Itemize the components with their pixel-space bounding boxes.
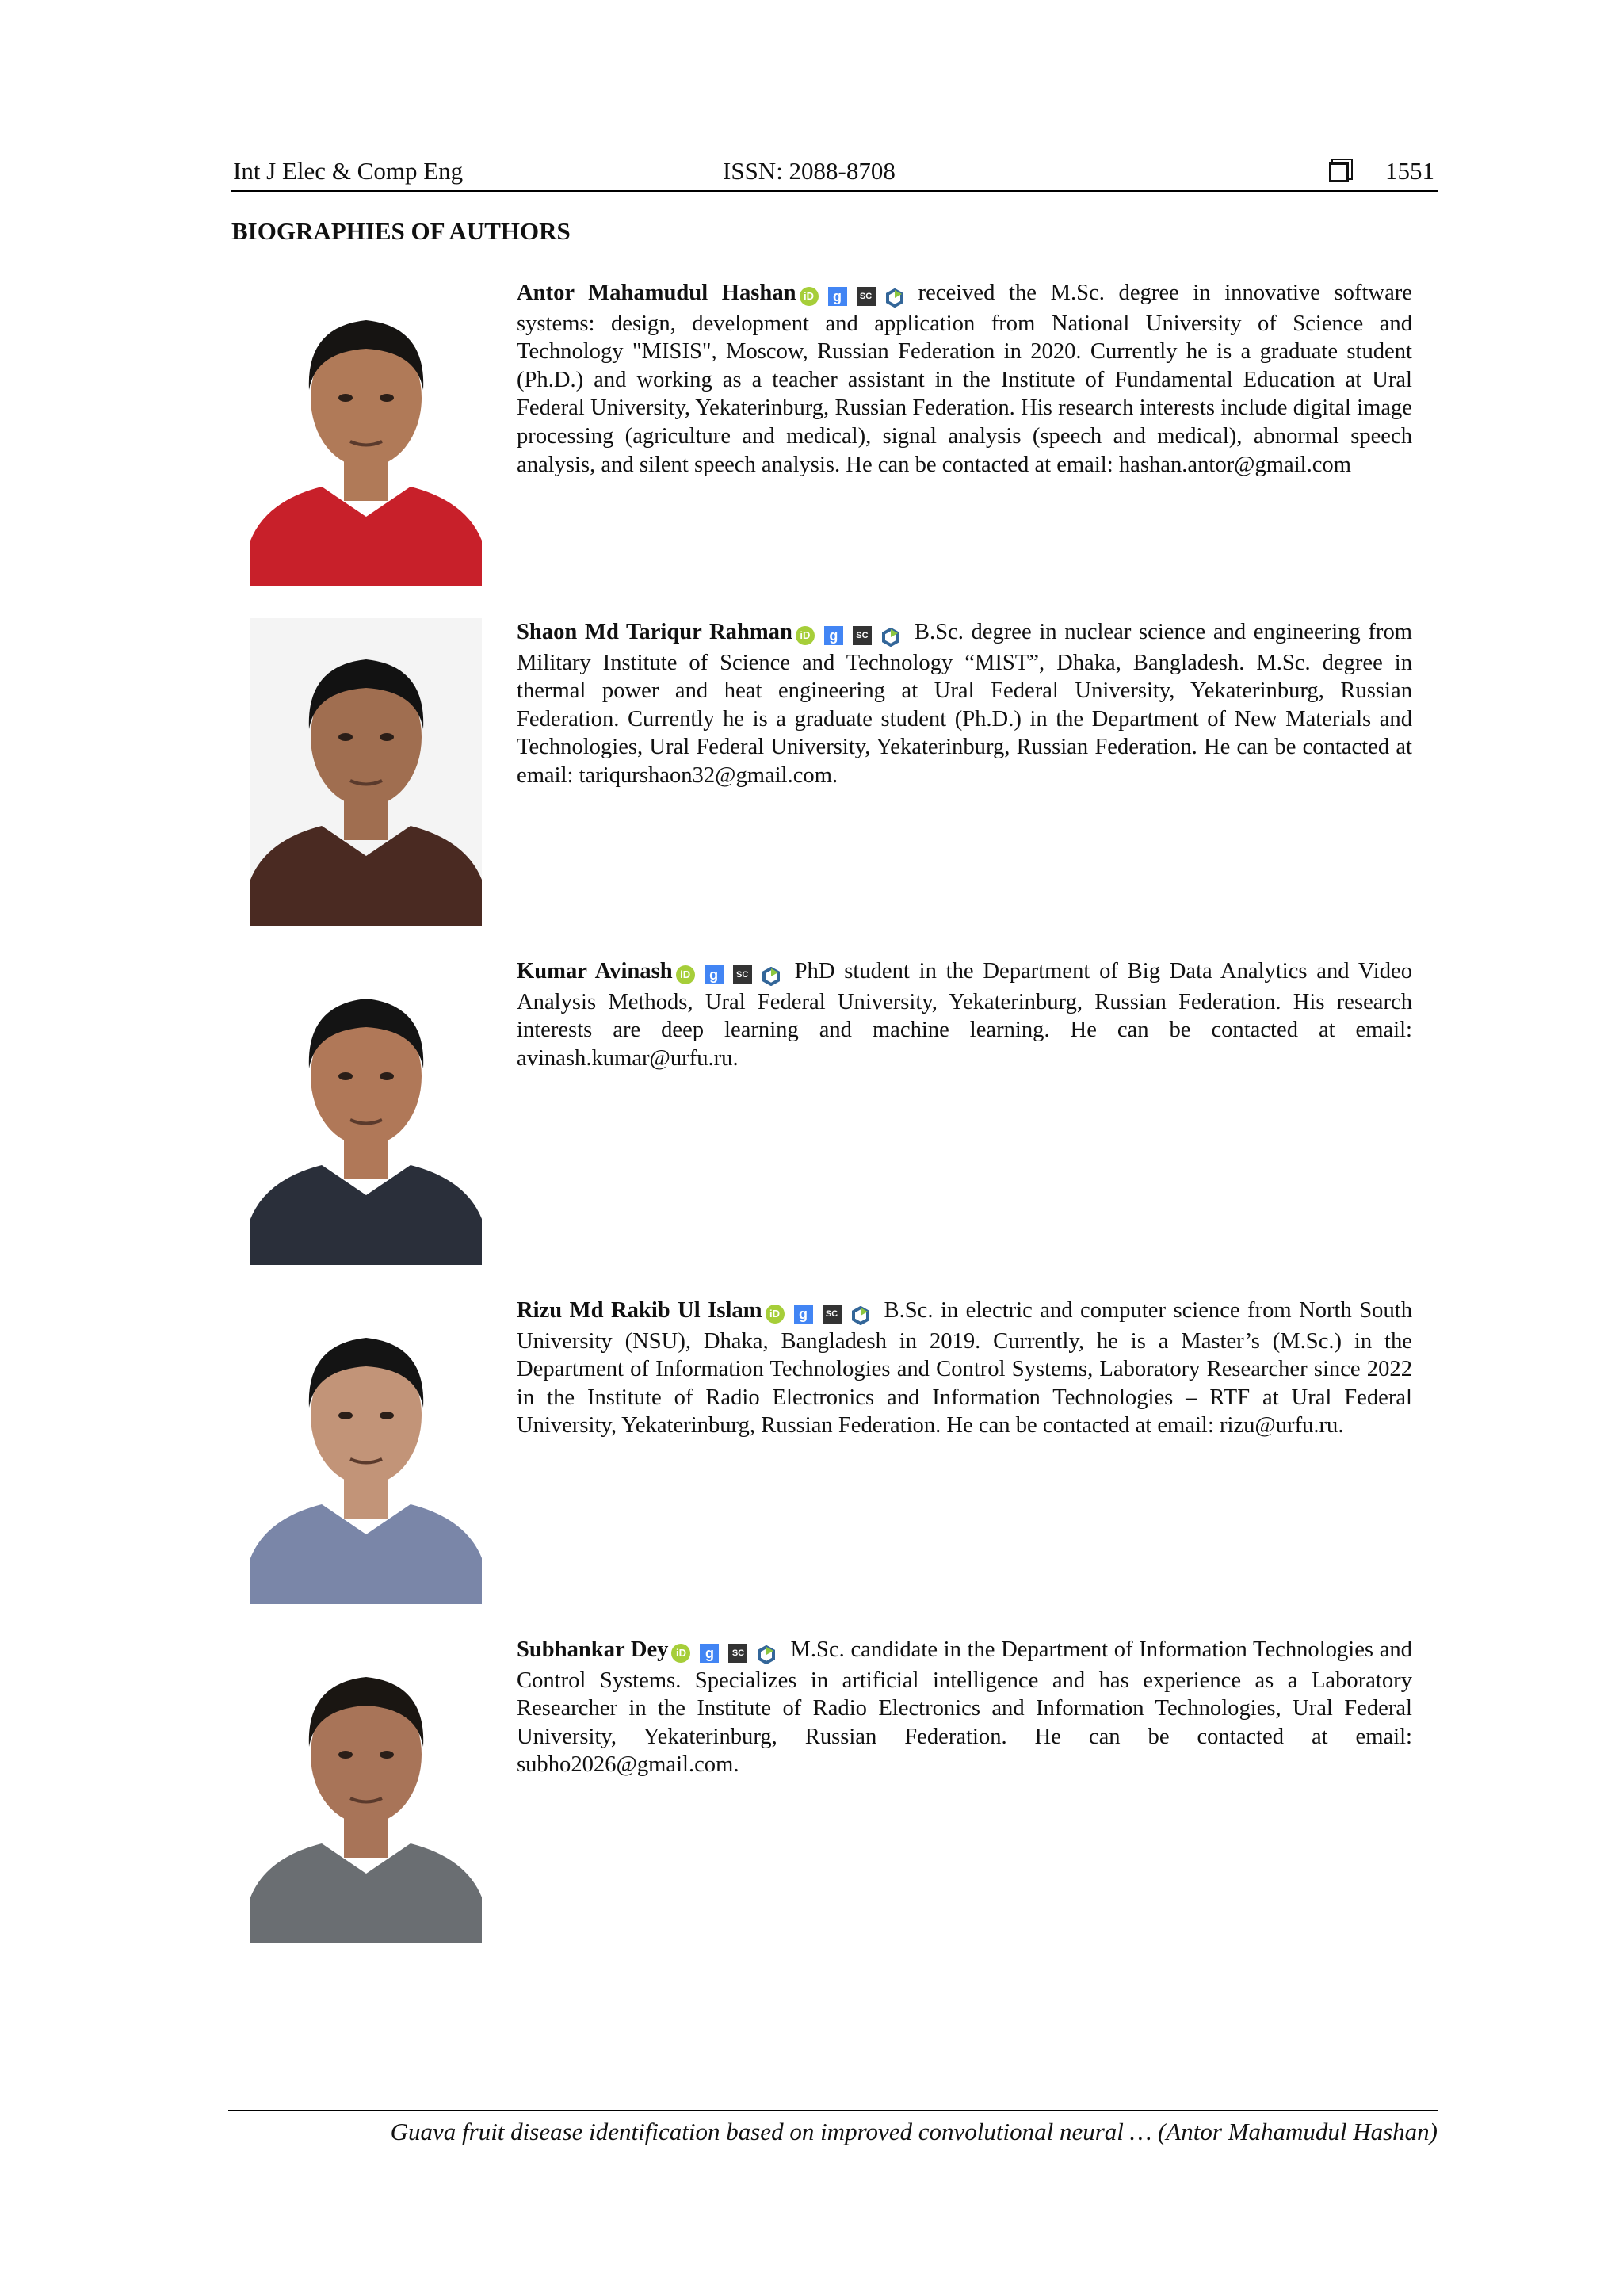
orcid-icon[interactable]: iD: [766, 1305, 785, 1324]
google-scholar-icon[interactable]: g: [824, 626, 843, 645]
author-profile-icons: [796, 621, 910, 649]
orcid-icon[interactable]: iD: [671, 1644, 690, 1663]
author-name: Rizu Md Rakib Ul Islam: [517, 1298, 762, 1323]
author-profile-icons: [800, 281, 914, 310]
author-name: Shaon Md Tariqur Rahman: [517, 620, 792, 644]
publons-icon[interactable]: [762, 965, 781, 984]
page-number: 1551: [1385, 157, 1434, 185]
author-bio: [250, 957, 1423, 1274]
author-photo: [250, 957, 482, 1265]
author-bio-body: received the M.Sc. degree in innovative software systems: design, development and application from National University of Science and Technology "MISIS", Moscow, Russian Federation in 2020. Currently he is a graduate student (Ph.D.) and working as a teacher assistant in the Institute of Fundamental Education at Ural Federal University, Yekaterinburg, Russian Federation. His research interests include digital image processing (agriculture and medical), signal analysis (speech and medical), abnormal speech analysis, and silent speech analysis. He can be contacted at email: hashan.antor@gmail.com: [517, 281, 1412, 477]
google-scholar-icon[interactable]: g: [705, 965, 724, 984]
author-bio: [250, 1636, 1423, 1953]
orcid-icon[interactable]: iD: [800, 287, 819, 306]
author-photo: [250, 279, 482, 586]
scopus-icon[interactable]: SC: [733, 965, 752, 984]
author-bio: [250, 618, 1423, 935]
author-profile-icons: [766, 1299, 880, 1328]
author-bio-body: M.Sc. candidate in the Department of Information Technologies and Control Systems. Specializes in artificial intelligence and has experience as a Laboratory Researcher in the Institute of Radio Electronics and Information Technologies, Ural Federal University, Yekaterinburg, Russian Federation. He can be contacted at email: subho2026@gmail.com.: [517, 1637, 1412, 1778]
running-header: [231, 155, 1438, 192]
author-bio-body: PhD student in the Department of Big Data Analytics and Video Analysis Methods, Ural Federal University, Yekaterinburg, Russian Federation. His research interests are deep learning and machine learning. He can be contacted at email: avinash.kumar@urfu.ru.: [517, 959, 1412, 1071]
google-scholar-icon[interactable]: g: [794, 1305, 813, 1324]
publons-icon[interactable]: [885, 287, 904, 306]
scopus-icon[interactable]: SC: [853, 626, 872, 645]
publons-icon[interactable]: [851, 1305, 870, 1324]
google-scholar-icon[interactable]: g: [828, 287, 847, 306]
author-bio-text: [517, 1636, 1412, 1779]
author-name: Kumar Avinash: [517, 959, 673, 984]
author-bio: [250, 1297, 1423, 1614]
author-photo: [250, 1297, 482, 1604]
journal-name: Int J Elec & Comp Eng: [233, 157, 464, 185]
author-name: Subhankar Dey: [517, 1637, 669, 1662]
scopus-icon[interactable]: SC: [823, 1305, 842, 1324]
publons-icon[interactable]: [881, 626, 900, 645]
author-bio-text: [517, 279, 1412, 479]
author-photo: [250, 1636, 482, 1943]
author-photo: [250, 618, 482, 926]
google-scholar-icon[interactable]: g: [700, 1644, 719, 1663]
orcid-icon[interactable]: iD: [676, 965, 695, 984]
author-bio-body: B.Sc. in electric and computer science from North South University (NSU), Dhaka, Bangladesh in 2019. Currently, he is a Master’s (M.Sc.) in the Department of Information Technologies and Control Systems, Laboratory Researcher since 2022 in the Institute of Radio Electronics and Information Technologies – RTF at Ural Federal University, Yekaterinburg, Russian Federation. He can be contacted at email: rizu@urfu.ru.: [517, 1298, 1412, 1438]
scopus-icon[interactable]: SC: [728, 1644, 747, 1663]
author-bio-text: [517, 1297, 1412, 1440]
section-title: BIOGRAPHIES OF AUTHORS: [231, 217, 571, 245]
square-bullet-icon: [1329, 162, 1349, 182]
author-bio-text: [517, 957, 1412, 1072]
journal-issn: ISSN: 2088-8708: [723, 157, 896, 185]
orcid-icon[interactable]: iD: [796, 626, 815, 645]
author-profile-icons: [671, 1638, 785, 1667]
author-bio: [250, 279, 1423, 596]
author-bio-text: [517, 618, 1412, 790]
publons-icon[interactable]: [757, 1644, 776, 1663]
author-profile-icons: [676, 960, 790, 988]
author-bio-body: B.Sc. degree in nuclear science and engineering from Military Institute of Science and Technology “MIST”, Dhaka, Bangladesh. M.Sc. degree in thermal power and heat engineering at Ural Federal University, Yekaterinburg, Russian Federation. Currently he is a graduate student (Ph.D.) in the Department of New Materials and Technologies, Ural Federal University, Yekaterinburg, Russian Federation. He can be contacted at email: tariqurshaon32@gmail.com.: [517, 620, 1412, 788]
scopus-icon[interactable]: SC: [857, 287, 876, 306]
running-footer: Guava fruit disease identification based on improved convolutional neural … (Antor Mahamudul Hashan): [228, 2110, 1438, 2146]
author-name: Antor Mahamudul Hashan: [517, 281, 796, 305]
